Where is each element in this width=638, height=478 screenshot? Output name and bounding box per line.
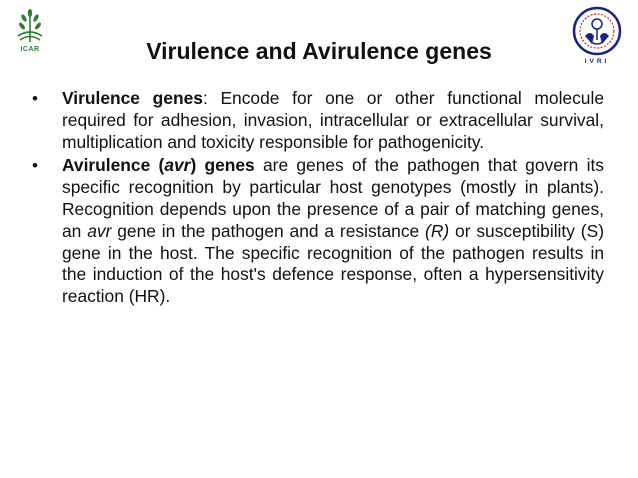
icar-logo-text: ICAR: [20, 46, 40, 53]
avirulence-text-a: are genes of the pathogen that govern its specific recognition by particular host genotypes (mostly in plants). Recognition depends upon the presence of a pair of matching genes, an: [62, 155, 604, 241]
avirulence-text-b: gene in the pathogen and a resistance: [111, 220, 426, 241]
term-avirulence-genes: [62, 155, 255, 175]
bullet-avirulence-genes: [28, 155, 604, 308]
bullet-virulence-genes: [28, 88, 604, 153]
term-avr: avr: [164, 155, 191, 176]
term-avirulence-start: Avirulence (: [62, 155, 165, 176]
slide-title: Virulence and Avirulence genes: [146, 38, 492, 64]
term-virulence-genes: Virulence genes: [62, 88, 203, 108]
icar-logo: [10, 6, 50, 56]
ivri-logo-text: IVRI: [584, 58, 610, 65]
term-avirulence-end: ) genes: [190, 155, 255, 176]
bullet-dot-icon: •: [32, 89, 38, 108]
wheat-emblem-icon: [10, 6, 50, 46]
bullet-dot-icon: •: [32, 156, 38, 176]
avr-italic: avr: [87, 220, 112, 241]
avirulence-text-c: or susceptibility (S) gene in the host. The specific recognition of the pathogen results in the induction of the host's defence response, often a hypersensitivity reaction (HR).: [62, 220, 604, 307]
bullet-list: [28, 88, 604, 310]
resistance-r-italic: (R): [425, 220, 450, 241]
virulence-genes-definition: : Encode for one or other functional molecule required for adhesion, invasion, intracellular or extracellular survival, multiplication and toxicity responsible for pathogenicity.: [62, 88, 605, 152]
